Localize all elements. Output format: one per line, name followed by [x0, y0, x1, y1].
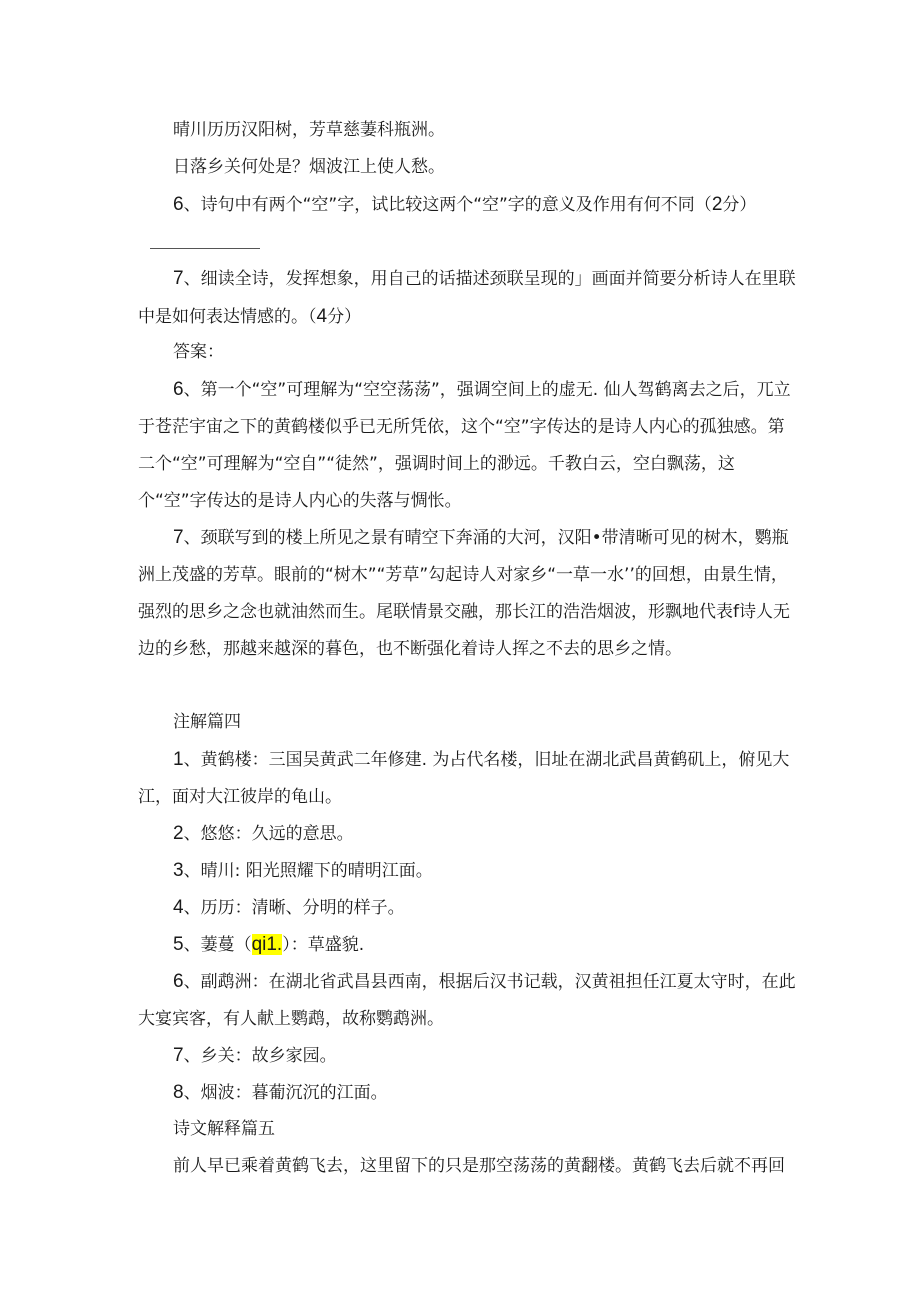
explain-title: 诗文解释篇五: [173, 1119, 275, 1139]
note-item-3: 3、晴川: 阳光照耀下的晴明江面。: [173, 860, 433, 881]
answer-7: 7、颈联写到的楼上所见之景有晴空下奔涌的大河，汉阳•带清晰可见的树木，鹦瓶洲上茂盛的芳草。眼前的“树木”“芳草”勾起诗人对家乡“一草一水’’的回想，由景生情，强烈的思乡之念也就油然而生。尾联情景交融，那长江的浩浩烟波，形飘地代表f诗人无边的乡愁，那越来越深的暮色，也不断强化着诗人挥之不去的思乡之情。: [138, 527, 790, 659]
note-item-6: 6、副鹉洲：在湖北省武昌县西南，根据后汉书记载，汉黄祖担任江夏太守时，在此大宴宾客，有人献上鹦鹉，故称鹦鹉洲。: [138, 971, 796, 1029]
highlighted-text: qi1.: [251, 934, 283, 955]
answer-blank-line: [150, 228, 260, 249]
note-item-2: 2、悠悠：久远的意思。: [173, 823, 354, 844]
question-6: 6、诗句中有两个“空”字，试比较这两个“空”字的意义及作用有何不同（2分）: [138, 186, 798, 261]
answer-6: 6、第一个“空”可理解为“空空荡荡”，强调空间上的虚无. 仙人驾鹤离去之后，兀立于苍茫宇宙之下的黄鹤楼似乎已无所凭依，这个“空”字传达的是诗人内心的孤独感。第二个“空”可理解为“空自”“徒然”，强调时间上的渺远。千教白云，空白飘荡，这个“空”字传达的是诗人内心的失落与惆怅。: [138, 379, 791, 511]
note-item-5: 5、萋蔓（qi1.）：草盛貌.: [173, 934, 365, 955]
notes-title: 注解篇四: [173, 712, 241, 732]
explain-paragraph: 前人早已乘着黄鹤飞去，这里留下的只是那空荡荡的黄翻楼。黄鹤飞去后就不再回: [173, 1156, 785, 1176]
note-item-4: 4、历历：清晰、分明的样子。: [173, 897, 405, 918]
note-item-8: 8、烟波：暮葡沉沉的江面。: [173, 1082, 388, 1103]
note-item-7: 7、乡关：故乡家园。: [173, 1045, 337, 1066]
poem-line-2: 日落乡关何处是？烟波江上使人愁。: [173, 157, 445, 177]
answer-label: 答案：: [173, 342, 224, 362]
note-item-1: 1、黄鹤楼：三国吴黄武二年修建. 为占代名楼，旧址在湖北武昌黄鹤矶上，俯见大江，面对大江彼岸的龟山。: [138, 749, 790, 807]
question-7: 7、细读全诗，发挥想象，用自己的话描述颈联呈现的」画面并简要分析诗人在里联中是如何表达情感的。（4分）: [138, 268, 796, 327]
poem-line-1: 晴川历历汉阳树，芳草慈萋科瓶洲。: [173, 120, 445, 140]
